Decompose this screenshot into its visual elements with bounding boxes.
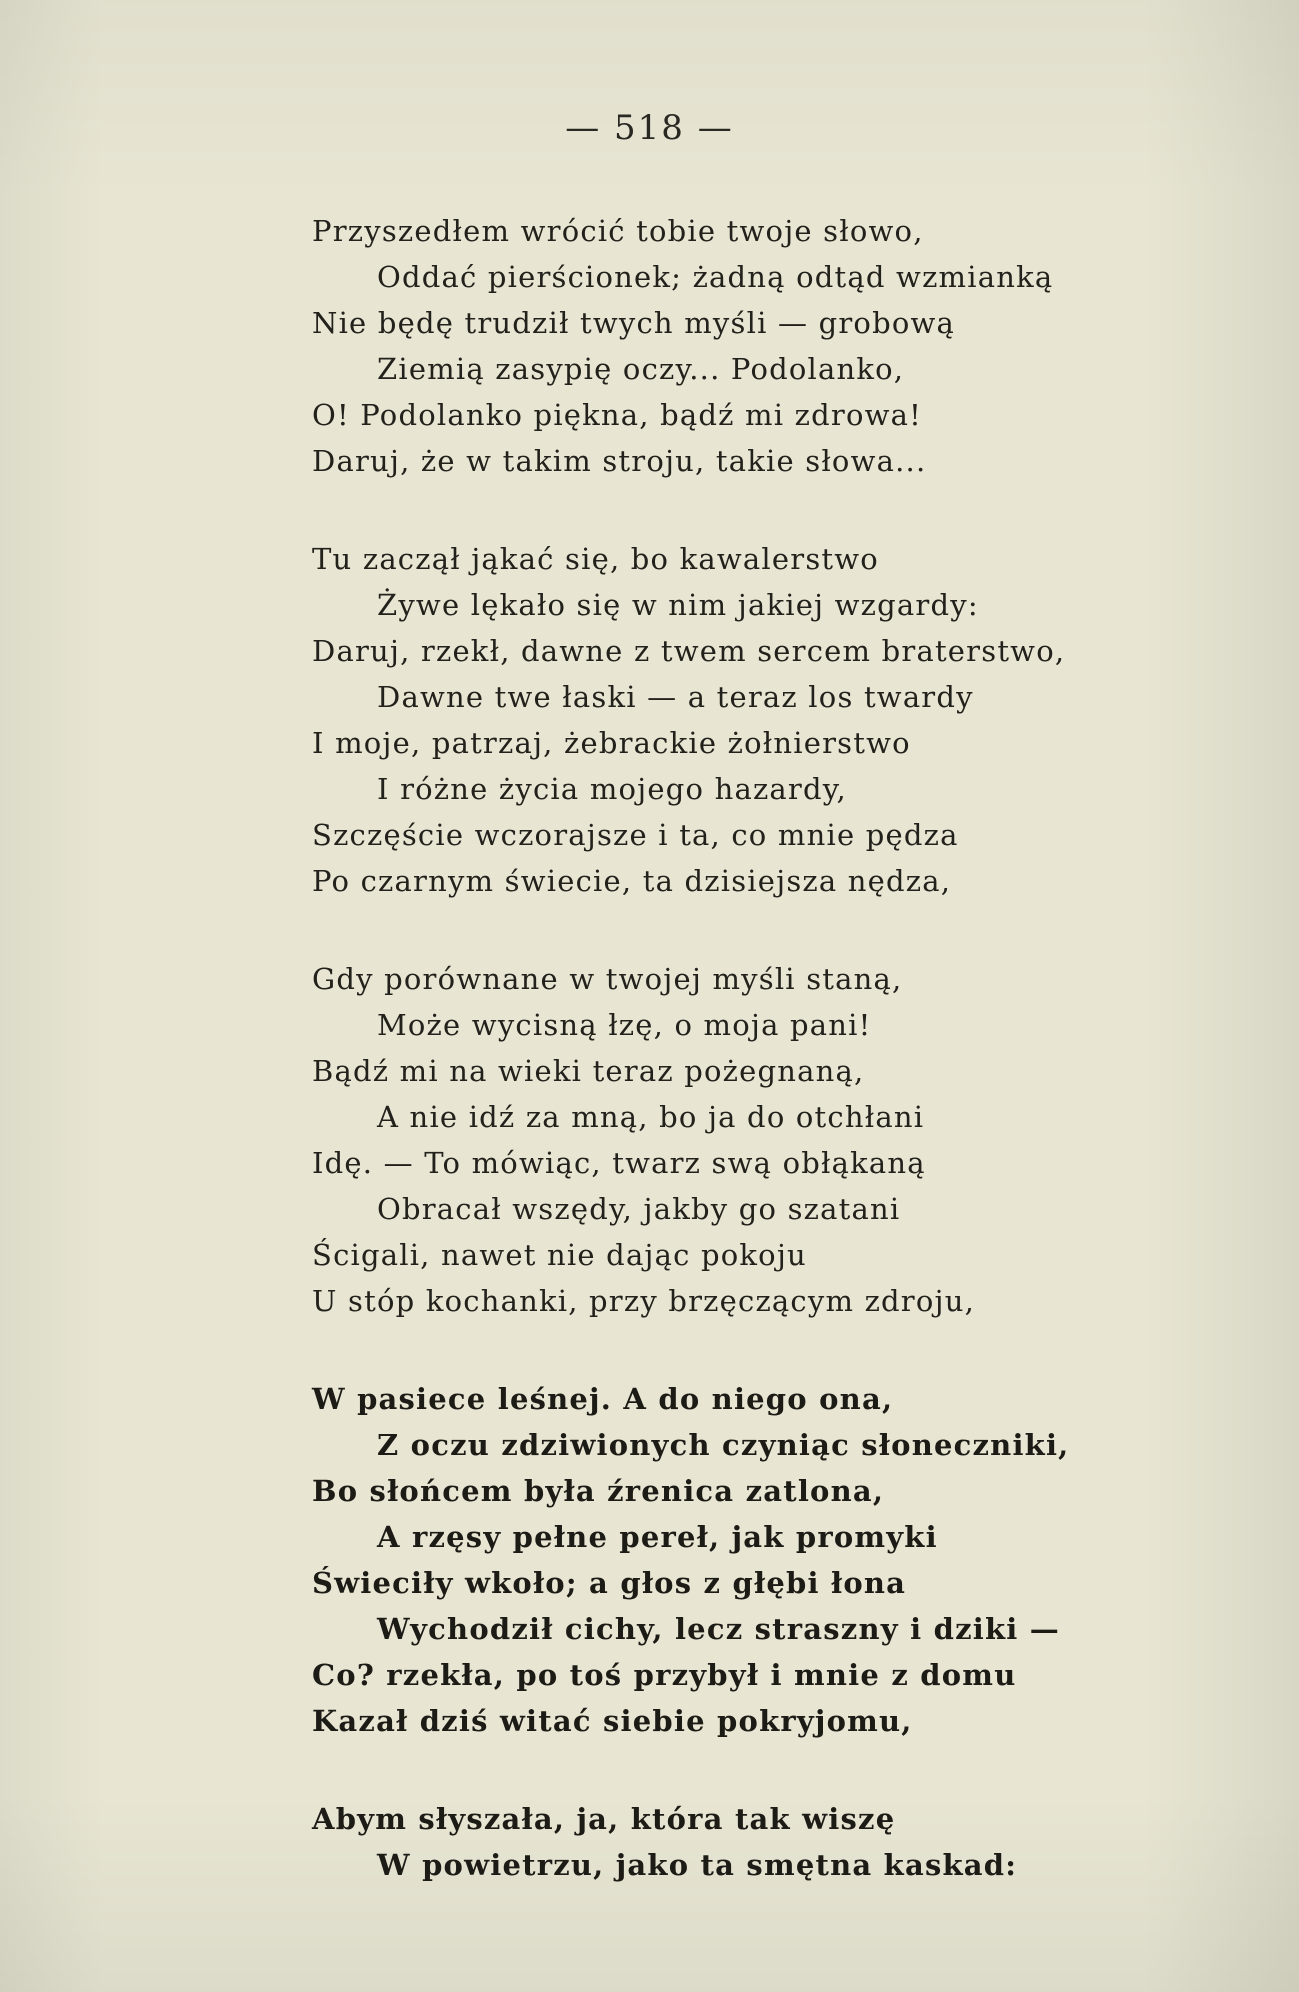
stanza-3	[312, 956, 1172, 1324]
verse-line: Tu zaczął jąkać się, bo kawalerstwo	[312, 542, 879, 576]
verse-line: Idę. — To mówiąc, twarz swą obłąkaną	[312, 1146, 926, 1180]
verse-line: Dawne twe łaski — a teraz los twardy	[377, 680, 974, 714]
verse-line: Świeciły wkoło; a głos z głębi łona	[312, 1566, 907, 1600]
verse-line: Ścigali, nawet nie dając pokoju	[312, 1238, 807, 1272]
poem-text	[312, 208, 1172, 1940]
verse-line: Po czarnym świecie, ta dzisiejsza nędza,	[312, 864, 952, 898]
page-number: — 518 —	[565, 108, 734, 148]
verse-line: Daruj, że w takim stroju, takie słowa...	[312, 444, 927, 478]
verse-line: W pasiece leśnej. A do niego ona,	[312, 1382, 894, 1416]
stanza-2	[312, 536, 1172, 904]
verse-line: A rzęsy pełne pereł, jak promyki	[377, 1520, 938, 1554]
verse-line: Bądź mi na wieki teraz pożegnaną,	[312, 1054, 865, 1088]
verse-line: Daruj, rzekł, dawne z twem sercem braterstwo,	[312, 634, 1066, 668]
verse-line: Bo słońcem była źrenica zatlona,	[312, 1474, 885, 1508]
verse-line: Wychodził cichy, lecz straszny i dziki —	[377, 1612, 1060, 1646]
verse-line: Oddać pierścionek; żadną odtąd wzmianką	[377, 260, 1054, 294]
verse-line: Gdy porównane w twojej myśli staną,	[312, 962, 903, 996]
verse-line: Obracał wszędy, jakby go szatani	[377, 1192, 901, 1226]
stanza-4	[312, 1376, 1172, 1744]
verse-line: Z oczu zdziwionych czyniąc słoneczniki,	[377, 1428, 1070, 1462]
verse-line: W powietrzu, jako ta smętna kaskad:	[377, 1848, 1018, 1882]
verse-line: A nie idź za mną, bo ja do otchłani	[377, 1100, 925, 1134]
verse-line: Co? rzekła, po toś przybył i mnie z domu	[312, 1658, 1017, 1692]
verse-line: Abym słyszała, ja, która tak wiszę	[312, 1802, 896, 1836]
stanza-1	[312, 208, 1172, 484]
stanza-5	[312, 1796, 1172, 1888]
verse-line: Ziemią zasypię oczy... Podolanko,	[377, 352, 905, 386]
verse-line: U stóp kochanki, przy brzęczącym zdroju,	[312, 1284, 976, 1318]
verse-line: Kazał dziś witać siebie pokryjomu,	[312, 1704, 913, 1738]
verse-line: I różne życia mojego hazardy,	[377, 772, 847, 806]
verse-line: Szczęście wczorajsze i ta, co mnie pędza	[312, 818, 959, 852]
verse-line: I moje, patrzaj, żebrackie żołnierstwo	[312, 726, 911, 760]
verse-line: Przyszedłem wrócić tobie twoje słowo,	[312, 214, 924, 248]
verse-line: O! Podolanko piękna, bądź mi zdrowa!	[312, 398, 922, 432]
verse-line: Nie będę trudził twych myśli — grobową	[312, 306, 956, 340]
verse-line: Może wycisną łzę, o moja pani!	[377, 1008, 872, 1042]
verse-line: Żywe lękało się w nim jakiej wzgardy:	[377, 588, 979, 622]
